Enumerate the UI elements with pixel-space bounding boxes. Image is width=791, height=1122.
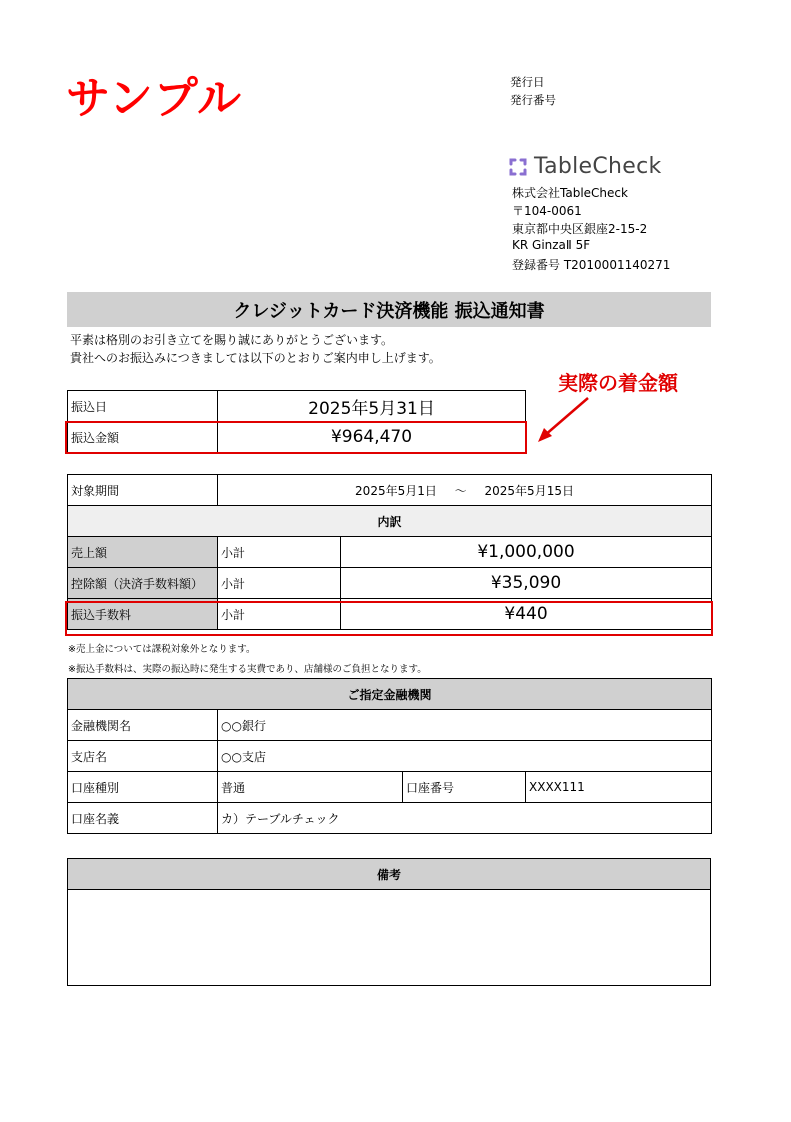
tablecheck-logo-icon: [508, 157, 528, 177]
period-value: [218, 475, 712, 506]
actual-amount-annotation: 実際の着金額: [558, 371, 678, 395]
account-number-value: XXXX111: [526, 772, 712, 803]
company-logo: [508, 154, 662, 179]
issue-date-label: 発行日: [510, 75, 545, 89]
sales-subtotal-label: 小計: [218, 537, 341, 568]
account-holder-label: 口座名義: [68, 803, 218, 834]
transfer-fee-highlight: [65, 601, 713, 636]
remarks-body: [68, 890, 711, 986]
bank-header: ご指定金融機関: [68, 679, 712, 710]
branch-label: 支店名: [68, 741, 218, 772]
period-start: 2025年5月1日: [355, 483, 437, 498]
note-2: ※振込手数料は、実際の振込時に発生する実費であり、店舗様のご負担となります。: [68, 664, 427, 675]
logo-text: TableCheck: [534, 154, 662, 179]
deduction-subtotal-label: 小計: [218, 568, 341, 599]
period-end: 2025年5月15日: [484, 483, 574, 498]
deduction-label: 控除額（決済手数料額）: [68, 568, 218, 599]
deduction-value: ¥35,090: [341, 568, 712, 599]
transfer-amount-highlight: [65, 421, 527, 454]
bank-name-label: 金融機関名: [68, 710, 218, 741]
bank-name-value: ○○銀行: [218, 710, 712, 741]
issue-number-label: 発行番号: [510, 93, 556, 107]
greeting-line-1: 平素は格別のお引き立てを賜り誠にありがとうございます。: [70, 333, 394, 347]
transfer-fee-value: ¥440: [341, 599, 712, 630]
account-type-value: 普通: [218, 772, 403, 803]
company-name: 株式会社TableCheck: [512, 186, 628, 200]
sales-value: ¥1,000,000: [341, 537, 712, 568]
remarks-table: [67, 858, 711, 986]
greeting-line-2: 貴社へのお振込みにつきましては以下のとおりご案内申し上げます。: [70, 351, 441, 365]
transfer-date-value: 2025年5月31日: [218, 391, 526, 422]
annotation-arrow-icon: [532, 394, 592, 446]
transfer-amount-value: ¥964,470: [218, 422, 526, 453]
company-postal: 〒104-0061: [512, 204, 582, 218]
company-building: KR GinzaⅡ 5F: [512, 238, 591, 252]
transfer-date-label: 振込日: [68, 391, 218, 422]
transfer-amount-label: 振込金額: [68, 422, 218, 453]
note-1: ※売上金については課税対象外となります。: [68, 644, 256, 655]
period-tilde: 〜: [454, 483, 467, 498]
sample-watermark: サンプル: [66, 73, 243, 124]
transfer-fee-subtotal-label: 小計: [218, 599, 341, 630]
transfer-fee-label: 振込手数料: [68, 599, 218, 630]
document-title: クレジットカード決済機能 振込通知書: [67, 292, 711, 327]
period-label: 対象期間: [68, 475, 218, 506]
company-registration: 登録番号 T2010001140271: [512, 258, 671, 272]
account-holder-value: カ）テーブルチェック: [218, 803, 712, 834]
sales-label: 売上額: [68, 537, 218, 568]
company-address: 東京都中央区銀座2-15-2: [512, 222, 648, 236]
account-number-label: 口座番号: [403, 772, 526, 803]
account-type-label: 口座種別: [68, 772, 218, 803]
remarks-header: 備考: [68, 859, 711, 890]
branch-value: ○○支店: [218, 741, 712, 772]
breakdown-header: 内訳: [68, 506, 712, 537]
bank-table: [67, 678, 712, 834]
